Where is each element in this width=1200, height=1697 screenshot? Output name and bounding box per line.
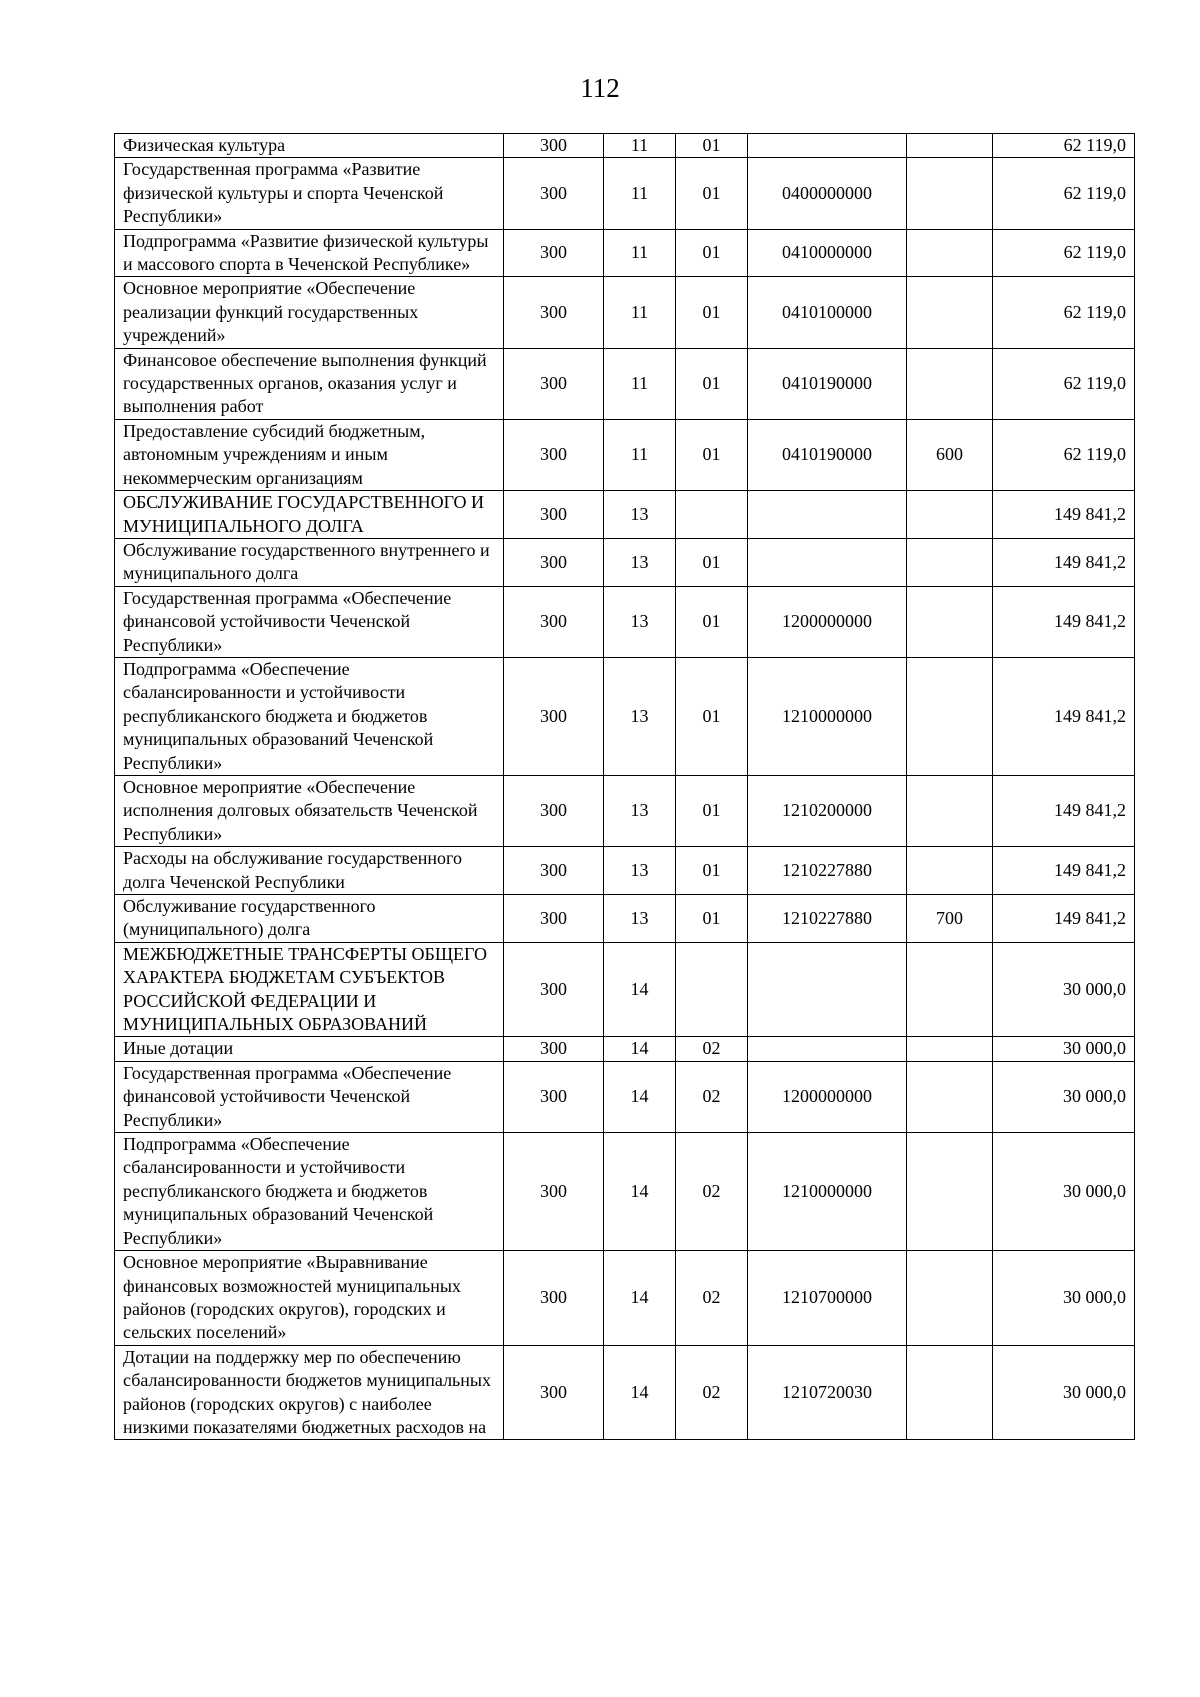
row-grbs: 300 <box>504 895 604 943</box>
row-name: Государственная программа «Обеспечение финансовой устойчивости Чеченской Республики» <box>115 1061 504 1132</box>
row-grbs: 300 <box>504 586 604 657</box>
row-amount: 149 841,2 <box>993 538 1135 586</box>
row-grbs: 300 <box>504 348 604 419</box>
row-section: 14 <box>604 1133 676 1251</box>
row-subsection: 02 <box>676 1037 748 1061</box>
row-grbs: 300 <box>504 1251 604 1346</box>
row-section: 11 <box>604 229 676 277</box>
row-subsection <box>676 491 748 539</box>
row-expense-type <box>907 586 993 657</box>
row-section: 13 <box>604 775 676 846</box>
row-expense-type <box>907 1061 993 1132</box>
budget-table-body <box>115 134 1135 1440</box>
row-name: Государственная программа «Обеспечение финансовой устойчивости Чеченской Республики» <box>115 586 504 657</box>
row-section: 13 <box>604 586 676 657</box>
row-section: 14 <box>604 1061 676 1132</box>
row-target-article: 0410100000 <box>748 277 907 348</box>
row-subsection: 01 <box>676 538 748 586</box>
row-amount: 149 841,2 <box>993 895 1135 943</box>
row-expense-type <box>907 491 993 539</box>
row-grbs: 300 <box>504 158 604 229</box>
row-subsection: 01 <box>676 134 748 158</box>
row-grbs: 300 <box>504 538 604 586</box>
table-row <box>115 1061 1135 1132</box>
row-grbs: 300 <box>504 229 604 277</box>
row-target-article <box>748 134 907 158</box>
row-subsection: 01 <box>676 277 748 348</box>
row-section: 14 <box>604 1345 676 1440</box>
row-expense-type <box>907 134 993 158</box>
row-grbs: 300 <box>504 419 604 490</box>
row-target-article: 1210200000 <box>748 775 907 846</box>
row-name: ОБСЛУЖИВАНИЕ ГОСУДАРСТВЕННОГО И МУНИЦИПАЛЬНОГО ДОЛГА <box>115 491 504 539</box>
row-subsection: 02 <box>676 1061 748 1132</box>
row-subsection: 01 <box>676 348 748 419</box>
row-expense-type <box>907 1037 993 1061</box>
row-target-article: 0410190000 <box>748 348 907 419</box>
row-section: 13 <box>604 847 676 895</box>
page-number: 112 <box>580 73 620 103</box>
table-row <box>115 277 1135 348</box>
row-section: 14 <box>604 1251 676 1346</box>
row-target-article <box>748 491 907 539</box>
row-subsection: 01 <box>676 419 748 490</box>
row-target-article: 1200000000 <box>748 586 907 657</box>
row-amount: 149 841,2 <box>993 657 1135 775</box>
table-row <box>115 1345 1135 1440</box>
row-name: Обслуживание государственного (муниципального) долга <box>115 895 504 943</box>
row-amount: 30 000,0 <box>993 1251 1135 1346</box>
row-grbs: 300 <box>504 847 604 895</box>
table-row <box>115 348 1135 419</box>
row-subsection <box>676 942 748 1037</box>
row-grbs: 300 <box>504 657 604 775</box>
row-target-article: 1210700000 <box>748 1251 907 1346</box>
budget-table <box>114 133 1135 1440</box>
row-subsection: 02 <box>676 1345 748 1440</box>
row-subsection: 01 <box>676 847 748 895</box>
row-name: Дотации на поддержку мер по обеспечению сбалансированности бюджетов муниципальных районов (городских округов) с наиболее низкими показателями бюджетных расходов на <box>115 1345 504 1440</box>
row-expense-type: 600 <box>907 419 993 490</box>
row-amount: 62 119,0 <box>993 229 1135 277</box>
row-expense-type <box>907 277 993 348</box>
row-target-article: 1210720030 <box>748 1345 907 1440</box>
row-grbs: 300 <box>504 1061 604 1132</box>
table-row <box>115 1133 1135 1251</box>
table-row <box>115 847 1135 895</box>
row-name: Предоставление субсидий бюджетным, автономным учреждениям и иным некоммерческим организациям <box>115 419 504 490</box>
row-subsection: 01 <box>676 229 748 277</box>
row-section: 11 <box>604 277 676 348</box>
table-row <box>115 586 1135 657</box>
row-amount: 30 000,0 <box>993 1345 1135 1440</box>
row-name: Подпрограмма «Развитие физической культуры и массового спорта в Чеченской Республике» <box>115 229 504 277</box>
row-target-article: 0400000000 <box>748 158 907 229</box>
row-subsection: 01 <box>676 775 748 846</box>
row-section: 14 <box>604 942 676 1037</box>
row-expense-type <box>907 847 993 895</box>
row-expense-type <box>907 348 993 419</box>
row-name: Финансовое обеспечение выполнения функций государственных органов, оказания услуг и выполнения работ <box>115 348 504 419</box>
row-expense-type <box>907 1251 993 1346</box>
row-grbs: 300 <box>504 775 604 846</box>
table-row <box>115 134 1135 158</box>
row-amount: 149 841,2 <box>993 775 1135 846</box>
row-expense-type: 700 <box>907 895 993 943</box>
row-target-article: 1210000000 <box>748 1133 907 1251</box>
row-subsection: 02 <box>676 1133 748 1251</box>
row-grbs: 300 <box>504 491 604 539</box>
row-name: Основное мероприятие «Обеспечение реализации функций государственных учреждений» <box>115 277 504 348</box>
row-amount: 149 841,2 <box>993 491 1135 539</box>
row-target-article: 1210227880 <box>748 847 907 895</box>
row-subsection: 01 <box>676 586 748 657</box>
row-name: Иные дотации <box>115 1037 504 1061</box>
row-expense-type <box>907 657 993 775</box>
row-amount: 30 000,0 <box>993 1037 1135 1061</box>
row-subsection: 02 <box>676 1251 748 1346</box>
row-target-article <box>748 942 907 1037</box>
table-row <box>115 491 1135 539</box>
row-amount: 62 119,0 <box>993 419 1135 490</box>
table-row <box>115 942 1135 1037</box>
row-subsection: 01 <box>676 158 748 229</box>
row-expense-type <box>907 942 993 1037</box>
row-name: Государственная программа «Развитие физической культуры и спорта Чеченской Республики» <box>115 158 504 229</box>
row-grbs: 300 <box>504 1345 604 1440</box>
row-subsection: 01 <box>676 657 748 775</box>
row-expense-type <box>907 538 993 586</box>
row-section: 11 <box>604 348 676 419</box>
table-row <box>115 538 1135 586</box>
row-subsection: 01 <box>676 895 748 943</box>
row-section: 14 <box>604 1037 676 1061</box>
row-amount: 149 841,2 <box>993 586 1135 657</box>
table-row <box>115 895 1135 943</box>
row-grbs: 300 <box>504 277 604 348</box>
row-amount: 62 119,0 <box>993 348 1135 419</box>
table-row <box>115 1251 1135 1346</box>
row-grbs: 300 <box>504 942 604 1037</box>
row-name: МЕЖБЮДЖЕТНЫЕ ТРАНСФЕРТЫ ОБЩЕГО ХАРАКТЕРА БЮДЖЕТАМ СУБЪЕКТОВ РОССИЙСКОЙ ФЕДЕРАЦИИ И МУНИЦИПАЛЬНЫХ ОБРАЗОВАНИЙ <box>115 942 504 1037</box>
row-section: 13 <box>604 895 676 943</box>
row-grbs: 300 <box>504 134 604 158</box>
row-section: 11 <box>604 419 676 490</box>
row-target-article: 1210227880 <box>748 895 907 943</box>
row-name: Обслуживание государственного внутреннего и муниципального долга <box>115 538 504 586</box>
table-row <box>115 419 1135 490</box>
row-section: 11 <box>604 134 676 158</box>
row-target-article: 0410190000 <box>748 419 907 490</box>
row-name: Основное мероприятие «Выравнивание финансовых возможностей муниципальных районов (городских округов), городских и сельских поселений» <box>115 1251 504 1346</box>
row-expense-type <box>907 158 993 229</box>
row-expense-type <box>907 1345 993 1440</box>
row-name: Физическая культура <box>115 134 504 158</box>
row-name: Основное мероприятие «Обеспечение исполнения долговых обязательств Чеченской Республики» <box>115 775 504 846</box>
row-name: Подпрограмма «Обеспечение сбалансированности и устойчивости республиканского бюджета и бюджетов муниципальных образований Чеченской Республики» <box>115 1133 504 1251</box>
row-amount: 62 119,0 <box>993 158 1135 229</box>
row-grbs: 300 <box>504 1133 604 1251</box>
table-row <box>115 1037 1135 1061</box>
row-expense-type <box>907 1133 993 1251</box>
row-target-article <box>748 538 907 586</box>
table-row <box>115 229 1135 277</box>
row-section: 13 <box>604 491 676 539</box>
row-section: 13 <box>604 657 676 775</box>
row-section: 11 <box>604 158 676 229</box>
row-expense-type <box>907 229 993 277</box>
row-amount: 30 000,0 <box>993 942 1135 1037</box>
row-expense-type <box>907 775 993 846</box>
table-row <box>115 775 1135 846</box>
row-amount: 62 119,0 <box>993 277 1135 348</box>
row-target-article: 1200000000 <box>748 1061 907 1132</box>
row-name: Расходы на обслуживание государственного долга Чеченской Республики <box>115 847 504 895</box>
table-row <box>115 158 1135 229</box>
row-grbs: 300 <box>504 1037 604 1061</box>
row-target-article <box>748 1037 907 1061</box>
row-section: 13 <box>604 538 676 586</box>
row-amount: 149 841,2 <box>993 847 1135 895</box>
table-row <box>115 657 1135 775</box>
row-target-article: 0410000000 <box>748 229 907 277</box>
row-amount: 30 000,0 <box>993 1061 1135 1132</box>
row-name: Подпрограмма «Обеспечение сбалансированности и устойчивости республиканского бюджета и бюджетов муниципальных образований Чеченской Республики» <box>115 657 504 775</box>
row-target-article: 1210000000 <box>748 657 907 775</box>
row-amount: 62 119,0 <box>993 134 1135 158</box>
row-amount: 30 000,0 <box>993 1133 1135 1251</box>
